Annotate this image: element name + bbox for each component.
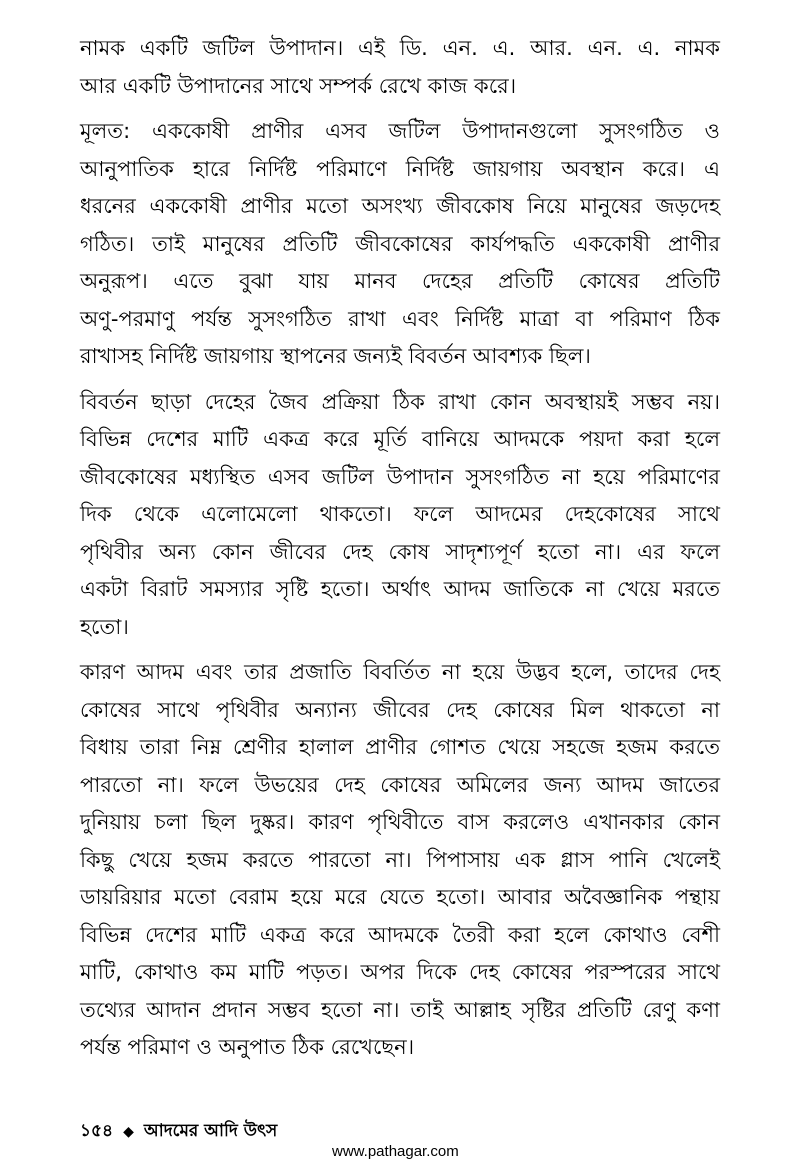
text-line: হতো।	[80, 614, 129, 639]
text-line: জীবকোষের মধ্যস্থিত এসব জটিল উপাদান সুসংগঠিত না হয়ে পরিমাণের	[80, 464, 720, 489]
text-line: আর একটি উপাদানের সাথে সম্পর্ক রেখে কাজ করে।	[80, 73, 517, 98]
text-line: পর্যন্ত পরিমাণ ও অনুপাত ঠিক রেখেছেন।	[80, 1035, 415, 1059]
text-line: কোষের সাথে পৃথিবীর অন্যান্য জীবের দেহ কোষের মিল থাকতো না	[80, 697, 720, 722]
book-title: আদমের আদি উৎস	[143, 1121, 278, 1141]
text-line: ডায়রিয়ার মতো বেরাম হয়ে মরে যেতে হতো। আবার অবৈজ্ঞানিক পন্থায়	[80, 885, 720, 909]
text-line: মাটি, কোথাও কম মাটি পড়ত। অপর দিকে দেহ কোষের পরস্পরের সাথে	[80, 960, 720, 984]
text-line: তথ্যের আদান প্রদান সম্ভব হতো না। তাই আল্লাহ সৃষ্টির প্রতিটি রেণু কণা	[80, 997, 720, 1022]
text-line: রাখাসহ নির্দিষ্ট জায়গায় স্থাপনের জন্যই বিবর্তন আবশ্যক ছিল।	[80, 344, 591, 368]
text-line: মূলত: এককোষী প্রাণীর এসব জটিল উপাদানগুলো সুসংগঠিত ও	[80, 119, 720, 143]
paragraph	[80, 384, 720, 647]
page-body	[80, 30, 720, 1075]
text-line: অণু-পরমাণু পর্যন্ত সুসংগঠিত রাখা এবং নির্দিষ্ট মাত্রা বা পরিমাণ ঠিক	[80, 306, 720, 331]
text-line: বিবর্তন ছাড়া দেহের জৈব প্রক্রিয়া ঠিক রাখা কোন অবস্থায়ই সম্ভব নয়।	[80, 389, 720, 414]
text-line: বিভিন্ন দেশের মাটি একত্র করে মূর্তি বানিয়ে আদমকে পয়দা করা হলে	[80, 427, 720, 451]
paragraph	[80, 654, 720, 1067]
text-line: একটা বিরাট সমস্যার সৃষ্টি হতো। অর্থাৎ আদম জাতিকে না খেয়ে মরতে	[80, 577, 720, 601]
paragraph	[80, 113, 720, 376]
text-line: কারণ আদম এবং তার প্রজাতি বিবর্তিত না হয়ে উদ্ভব হলে, তাদের দেহ	[80, 660, 720, 684]
text-line: কিছু খেয়ে হজম করতে পারতো না। পিপাসায় এক গ্লাস পানি খেলেই	[80, 847, 720, 872]
text-line: বিভিন্ন দেশের মাটি একত্র করে আদমকে তৈরী করা হলে কোথাও বেশী	[80, 922, 720, 947]
diamond-separator: ◆	[123, 1124, 134, 1140]
text-line: অনুরূপ। এতে বুঝা যায় মানব দেহের প্রতিটি কোষের প্রতিটি	[80, 269, 720, 293]
text-line: পারতো না। ফলে উভয়ের দেহ কোষের অমিলের জন্য আদম জাতের	[80, 772, 720, 797]
text-line: গঠিত। তাই মানুষের প্রতিটি জীবকোষের কার্যপদ্ধতি এককোষী প্রাণীর	[80, 231, 720, 256]
paragraph	[80, 30, 720, 105]
page-number: ১৫৪	[80, 1121, 114, 1141]
text-line: নামক একটি জটিল উপাদান। এই ডি. এন. এ. আর. এন. এ. নামক	[80, 36, 720, 60]
page-footer	[80, 1118, 277, 1146]
text-line: পৃথিবীর অন্য কোন জীবের দেহ কোষ সাদৃশ্যপূর্ণ হতো না। এর ফলে	[80, 539, 720, 564]
text-line: আনুপাতিক হারে নির্দিষ্ট পরিমাণে নির্দিষ্ট জায়গায় অবস্থান করে। এ	[80, 156, 720, 181]
text-line: দুনিয়ায় চলা ছিল দুষ্কর। কারণ পৃথিবীতে বাস করলেও এখানকার কোন	[80, 810, 720, 834]
text-line: ধরনের এককোষী প্রাণীর মতো অসংখ্য জীবকোষ নিয়ে মানুষের জড়দেহ	[80, 194, 720, 218]
source-url: www.pathagar.com	[332, 1143, 459, 1160]
text-line: বিধায় তারা নিম্ন শ্রেণীর হালাল প্রাণীর গোশত খেয়ে সহজে হজম করতে	[80, 735, 720, 759]
text-line: দিক থেকে এলোমেলো থাকতো। ফলে আদমের দেহকোষের সাথে	[80, 502, 720, 526]
